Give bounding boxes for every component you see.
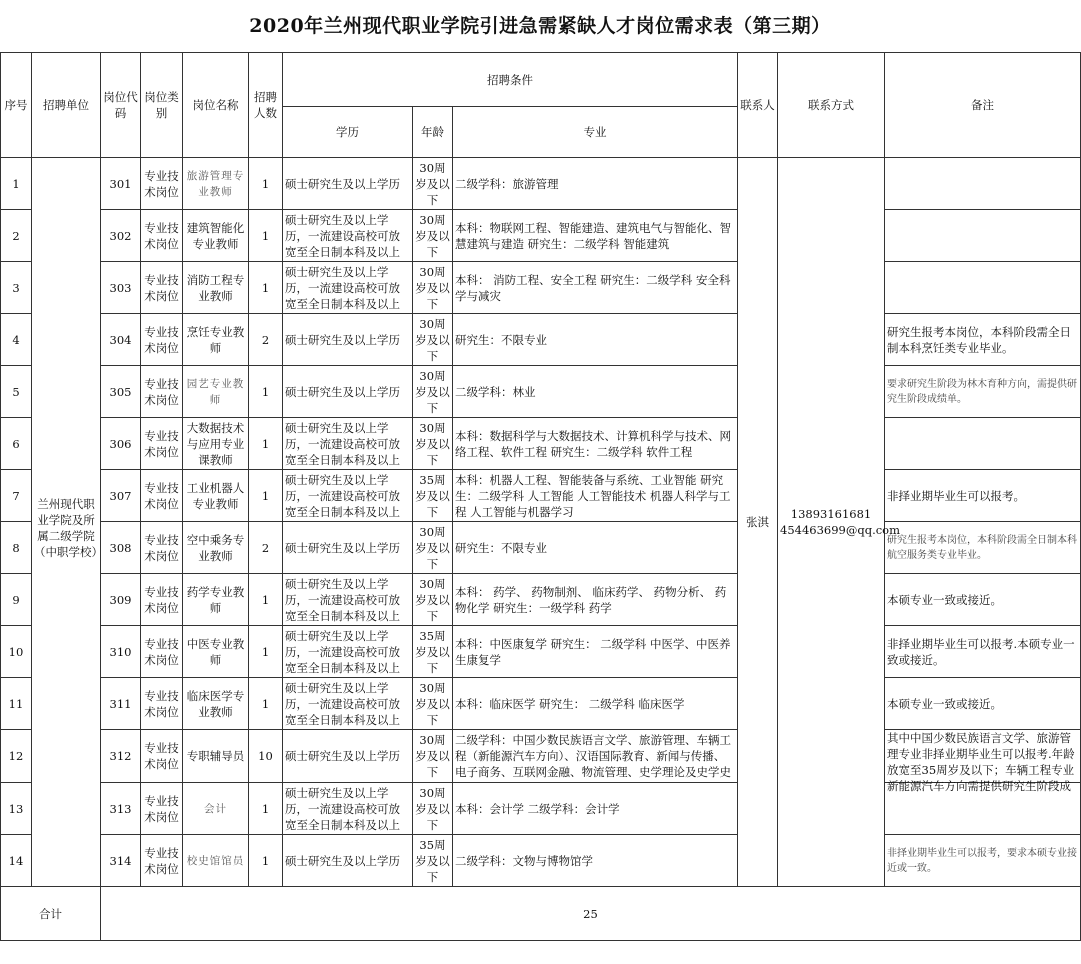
cell-remark-text: 要求研究生阶段为林木育种方向，需提供研究生阶段成绩单。	[887, 378, 1077, 405]
table-row	[1, 574, 1081, 626]
header-age: 年龄	[413, 107, 453, 158]
cell-major	[453, 730, 738, 783]
cell-major-text: 本科：物联网工程、智能建造、建筑电气与智能化、智慧建筑与建造 研究生：二级学科 智能建筑	[455, 220, 731, 251]
cell-seq-text: 1	[12, 176, 20, 191]
cell-seq	[1, 678, 32, 730]
cell-count-text: 1	[261, 176, 270, 191]
cell-category	[141, 210, 183, 262]
cell-education	[283, 783, 413, 835]
cell-count-text: 1	[261, 592, 270, 607]
cell-count-text: 1	[261, 853, 270, 868]
cell-education	[283, 730, 413, 783]
cell-seq	[1, 158, 32, 210]
cell-education	[283, 678, 413, 730]
cell-count-text: 2	[261, 540, 270, 555]
cell-major	[453, 522, 738, 574]
cell-category	[141, 730, 183, 783]
cell-code-text: 311	[109, 696, 132, 711]
cell-remark	[885, 314, 1081, 366]
cell-code-text: 304	[109, 332, 132, 347]
cell-seq-text: 13	[8, 801, 24, 816]
cell-age	[413, 730, 453, 783]
cell-post	[183, 418, 249, 470]
cell-major	[453, 783, 738, 835]
cell-education-text: 硕士研究生及以上学历，一流建设高校可放宽至全日制本科及以上	[285, 212, 400, 259]
cell-education-text: 硕士研究生及以上学历，一流建设高校可放宽至全日制本科及以上	[285, 576, 400, 623]
cell-major	[453, 314, 738, 366]
cell-post-text: 建筑智能化专业教师	[186, 220, 245, 251]
cell-major-text: 本科： 药学、 药物制剂、 临床药学、 药物分析、 药物化学 研究生：一级学科 药学	[455, 584, 727, 615]
header-remarks: 备注	[885, 53, 1081, 158]
cell-code	[101, 626, 141, 678]
cell-age-text: 30周岁及以下	[415, 524, 450, 571]
cell-seq	[1, 574, 32, 626]
cell-post	[183, 678, 249, 730]
table-row	[1, 678, 1081, 730]
cell-category	[141, 678, 183, 730]
cell-category	[141, 783, 183, 835]
total-value: 25	[101, 887, 1081, 941]
cell-remark	[885, 470, 1081, 522]
cell-education	[283, 418, 413, 470]
cell-count	[249, 314, 283, 366]
cell-post-text: 烹饪专业教师	[186, 324, 245, 355]
cell-count	[249, 574, 283, 626]
cell-category-text: 专业技术岗位	[144, 688, 179, 719]
cell-education	[283, 470, 413, 522]
cell-code-text: 310	[109, 644, 132, 659]
cell-category-text: 专业技术岗位	[144, 168, 179, 199]
cell-post-text: 中医专业教师	[186, 636, 245, 667]
cell-remark	[885, 626, 1081, 678]
cell-age	[413, 835, 453, 887]
table-row	[1, 522, 1081, 574]
cell-seq	[1, 366, 32, 418]
table-row	[1, 366, 1081, 418]
cell-category	[141, 366, 183, 418]
cell-post-text: 大数据技术与应用专业课教师	[186, 420, 245, 467]
header-major: 专业	[453, 107, 738, 158]
table-row	[1, 730, 1081, 783]
cell-major-text: 本科：数据科学与大数据技术、计算机科学与技术、网络工程、软件工程 研究生：二级学科 软件工程	[455, 428, 731, 459]
cell-code-text: 313	[109, 801, 132, 816]
cell-age	[413, 314, 453, 366]
cell-major	[453, 835, 738, 887]
cell-seq	[1, 262, 32, 314]
cell-education	[283, 366, 413, 418]
cell-category	[141, 418, 183, 470]
cell-education-text: 硕士研究生及以上学历	[285, 853, 400, 868]
cell-seq	[1, 314, 32, 366]
cell-category	[141, 158, 183, 210]
cell-category-text: 专业技术岗位	[144, 480, 179, 511]
cell-education-text: 硕士研究生及以上学历	[285, 384, 400, 399]
cell-post-text: 园艺专业教师	[186, 377, 245, 406]
cell-education	[283, 626, 413, 678]
cell-age	[413, 158, 453, 210]
cell-major	[453, 418, 738, 470]
cell-age-text: 30周岁及以下	[415, 264, 450, 311]
table-row	[1, 210, 1081, 262]
cell-major-text: 研究生：不限专业	[455, 332, 547, 347]
cell-major-text: 本科：机器人工程、智能装备与系统、工业智能 研究生：二级学科 人工智能 人工智能技术 机器人科学与工程 人工智能与机器学习	[455, 472, 731, 519]
cell-post-text: 旅游管理专业教师	[186, 169, 245, 198]
cell-remark	[885, 835, 1081, 887]
cell-education	[283, 210, 413, 262]
cell-post-text: 空中乘务专业教师	[186, 532, 245, 563]
cell-contact	[738, 158, 778, 887]
recruitment-table	[0, 52, 1081, 941]
cell-category-text: 专业技术岗位	[144, 793, 179, 824]
cell-count	[249, 522, 283, 574]
cell-major-text: 研究生：不限专业	[455, 540, 547, 555]
cell-education-text: 硕士研究生及以上学历，一流建设高校可放宽至全日制本科及以上	[285, 628, 400, 675]
cell-code	[101, 574, 141, 626]
cell-remark-text: 本硕专业一致或接近。	[887, 696, 1002, 711]
cell-remark	[885, 366, 1081, 418]
cell-count-text: 1	[261, 696, 270, 711]
cell-age	[413, 418, 453, 470]
cell-count-text: 1	[261, 228, 270, 243]
cell-seq-text: 8	[12, 540, 20, 555]
contact-phone: 13893161681	[790, 507, 872, 521]
cell-code-text: 309	[109, 592, 132, 607]
cell-count	[249, 783, 283, 835]
cell-remark	[885, 158, 1081, 210]
table-row	[1, 626, 1081, 678]
cell-seq	[1, 522, 32, 574]
cell-category-text: 专业技术岗位	[144, 220, 179, 251]
cell-count-text: 1	[261, 436, 270, 451]
cell-post-text: 校史馆馆员	[186, 854, 245, 867]
document-title: 2020年兰州现代职业学院引进急需紧缺人才岗位需求表（第三期）	[249, 15, 831, 37]
cell-major-text: 本科：会计学 二级学科：会计学	[455, 801, 620, 816]
cell-code-text: 308	[109, 540, 132, 555]
cell-post	[183, 574, 249, 626]
header-education: 学历	[283, 107, 413, 158]
cell-code	[101, 262, 141, 314]
cell-education	[283, 158, 413, 210]
cell-seq-text: 14	[8, 853, 24, 868]
table-row	[1, 158, 1081, 210]
cell-seq-text: 12	[8, 749, 24, 763]
cell-education	[283, 835, 413, 887]
cell-major-text: 本科：临床医学 研究生： 二级学科 临床医学	[455, 696, 685, 711]
cell-contact-info	[778, 158, 900, 887]
cell-remark	[885, 678, 1081, 730]
total-row	[1, 887, 1081, 941]
cell-major-text: 二级学科：文物与博物馆学	[455, 853, 593, 868]
cell-remark-text: 其中中国少数民族语言文学、旅游管理专业非择业期毕业生可以报考.年龄放宽至35周岁及以下；车辆工程专业新能源汽车方向需提供研究生阶段成	[887, 731, 1075, 793]
cell-remark-text: 非择业期毕业生可以报考.本硕专业一致或接近。	[887, 636, 1075, 667]
cell-age-text: 30周岁及以下	[415, 316, 450, 363]
header-seq: 序号	[1, 53, 32, 158]
cell-code	[101, 366, 141, 418]
header-category: 岗位类别	[141, 53, 183, 158]
cell-remark-text: 非择业期毕业生可以报考，要求本硕专业接近或一致。	[887, 847, 1077, 874]
cell-category-text: 专业技术岗位	[144, 845, 179, 876]
cell-count	[249, 835, 283, 887]
cell-category-text: 专业技术岗位	[144, 636, 179, 667]
cell-count	[249, 210, 283, 262]
cell-seq-text: 9	[12, 592, 20, 607]
cell-education	[283, 522, 413, 574]
cell-education-text: 硕士研究生及以上学历	[285, 540, 400, 555]
cell-seq	[1, 835, 32, 887]
cell-education-text: 硕士研究生及以上学历	[285, 176, 400, 191]
cell-code	[101, 730, 141, 783]
cell-seq-text: 7	[12, 488, 20, 503]
cell-education-text: 硕士研究生及以上学历，一流建设高校可放宽至全日制本科及以上	[285, 264, 400, 311]
cell-education	[283, 574, 413, 626]
cell-code	[101, 835, 141, 887]
cell-count-text: 2	[261, 332, 270, 347]
header-conditions: 招聘条件	[283, 53, 738, 107]
cell-category-text: 专业技术岗位	[144, 741, 179, 771]
cell-post	[183, 783, 249, 835]
cell-post	[183, 366, 249, 418]
cell-post	[183, 730, 249, 783]
cell-seq-text: 5	[12, 384, 20, 399]
cell-age	[413, 678, 453, 730]
cell-count-text: 1	[261, 280, 270, 295]
cell-post	[183, 314, 249, 366]
cell-unit	[32, 158, 101, 887]
cell-category	[141, 314, 183, 366]
cell-post	[183, 626, 249, 678]
cell-seq	[1, 783, 32, 835]
cell-major	[453, 158, 738, 210]
cell-category-text: 专业技术岗位	[144, 532, 179, 563]
cell-category-text: 专业技术岗位	[144, 584, 179, 615]
total-label: 合计	[1, 887, 101, 941]
header-code: 岗位代码	[101, 53, 141, 158]
cell-major-text: 本科：中医康复学 研究生： 二级学科 中医学、中医养生康复学	[455, 636, 731, 667]
cell-remark-text: 非择业期毕业生可以报考。	[887, 488, 1025, 503]
cell-code-text: 306	[109, 436, 132, 451]
cell-code	[101, 522, 141, 574]
cell-category	[141, 574, 183, 626]
cell-age	[413, 783, 453, 835]
cell-count	[249, 366, 283, 418]
cell-major	[453, 366, 738, 418]
cell-post	[183, 262, 249, 314]
cell-count-text: 10	[258, 749, 273, 763]
cell-category	[141, 835, 183, 887]
cell-age-text: 30周岁及以下	[415, 420, 450, 467]
cell-remark-text: 本硕专业一致或接近。	[887, 592, 1002, 607]
cell-remark	[885, 418, 1081, 470]
cell-seq	[1, 626, 32, 678]
cell-education-text: 硕士研究生及以上学历	[285, 749, 400, 763]
cell-category-text: 专业技术岗位	[144, 272, 179, 303]
table-row	[1, 262, 1081, 314]
cell-count	[249, 470, 283, 522]
cell-code-text: 301	[109, 176, 132, 191]
table-row	[1, 418, 1081, 470]
cell-post-text: 药学专业教师	[186, 584, 245, 615]
cell-contact-text: 张淇	[746, 515, 769, 529]
cell-seq-text: 2	[12, 228, 20, 243]
header-row-1	[1, 53, 1081, 107]
cell-count-text: 1	[261, 644, 270, 659]
cell-education	[283, 314, 413, 366]
cell-age-text: 30周岁及以下	[415, 212, 450, 259]
cell-remark	[885, 522, 1081, 574]
cell-category	[141, 522, 183, 574]
cell-seq-text: 10	[8, 644, 24, 659]
cell-count	[249, 262, 283, 314]
cell-education-text: 硕士研究生及以上学历，一流建设高校可放宽至全日制本科及以上	[285, 785, 400, 832]
cell-count	[249, 678, 283, 730]
cell-age	[413, 574, 453, 626]
cell-post-text: 消防工程专业教师	[186, 272, 245, 303]
cell-age-text: 30周岁及以下	[415, 368, 450, 415]
cell-age-text: 30周岁及以下	[415, 733, 450, 779]
cell-category	[141, 626, 183, 678]
cell-post-text: 工业机器人专业教师	[186, 480, 245, 511]
cell-code	[101, 158, 141, 210]
cell-category	[141, 470, 183, 522]
cell-education-text: 硕士研究生及以上学历，一流建设高校可放宽至全日制本科及以上	[285, 680, 400, 727]
cell-major-text: 二级学科：中国少数民族语言文学、旅游管理、车辆工程（新能源汽车方向）、汉语国际教育、新闻与传播、电子商务、互联网金融、物流管理、史学理论及史学史	[455, 733, 731, 779]
cell-age	[413, 210, 453, 262]
cell-age-text: 35周岁及以下	[415, 472, 450, 519]
cell-category-text: 专业技术岗位	[144, 324, 179, 355]
table-row	[1, 835, 1081, 887]
cell-category-text: 专业技术岗位	[144, 428, 179, 459]
header-count: 招聘人数	[249, 53, 283, 158]
cell-remark	[885, 730, 1081, 793]
cell-seq-text: 11	[8, 696, 24, 711]
cell-code-text: 305	[109, 384, 132, 399]
cell-major-text: 本科： 消防工程、安全工程 研究生：二级学科 安全科学与减灾	[455, 272, 731, 303]
cell-age-text: 35周岁及以下	[415, 837, 450, 884]
cell-count	[249, 626, 283, 678]
cell-post	[183, 835, 249, 887]
cell-code	[101, 418, 141, 470]
cell-count	[249, 730, 283, 783]
cell-age	[413, 470, 453, 522]
cell-code-text: 302	[109, 228, 132, 243]
header-post: 岗位名称	[183, 53, 249, 158]
cell-count	[249, 158, 283, 210]
cell-remark	[885, 574, 1081, 626]
cell-post	[183, 470, 249, 522]
header-unit: 招聘单位	[32, 53, 101, 158]
header-contact: 联系人	[738, 53, 778, 158]
cell-code-text: 314	[109, 853, 132, 868]
cell-major	[453, 262, 738, 314]
cell-code-text: 303	[109, 280, 132, 295]
cell-age	[413, 366, 453, 418]
cell-age-text: 30周岁及以下	[415, 680, 450, 727]
cell-category-text: 专业技术岗位	[144, 376, 179, 407]
cell-post	[183, 210, 249, 262]
cell-seq	[1, 418, 32, 470]
cell-post	[183, 158, 249, 210]
cell-post	[183, 522, 249, 574]
cell-seq	[1, 210, 32, 262]
cell-seq-text: 3	[12, 280, 20, 295]
cell-major-text: 二级学科：林业	[455, 384, 536, 399]
cell-major	[453, 574, 738, 626]
cell-seq-text: 4	[12, 332, 20, 347]
cell-major	[453, 470, 738, 522]
cell-code	[101, 210, 141, 262]
cell-major	[453, 626, 738, 678]
cell-code-text: 307	[109, 488, 132, 503]
cell-education-text: 硕士研究生及以上学历，一流建设高校可放宽至全日制本科及以上	[285, 420, 400, 467]
cell-code	[101, 783, 141, 835]
cell-age	[413, 262, 453, 314]
cell-category	[141, 262, 183, 314]
cell-major-text: 二级学科：旅游管理	[455, 176, 559, 191]
cell-seq	[1, 730, 32, 783]
header-contact-info: 联系方式	[778, 53, 885, 158]
cell-code	[101, 470, 141, 522]
cell-age-text: 35周岁及以下	[415, 628, 450, 675]
table-row	[1, 314, 1081, 366]
cell-education	[283, 262, 413, 314]
cell-post-text: 会计	[204, 802, 227, 815]
cell-count-text: 1	[261, 384, 270, 399]
cell-age	[413, 522, 453, 574]
cell-count-text: 1	[261, 801, 270, 816]
cell-post-text: 临床医学专业教师	[186, 688, 245, 719]
cell-remark-text: 研究生报考本岗位，本科阶段需全日制本科航空服务类专业毕业。	[887, 534, 1077, 561]
cell-age-text: 30周岁及以下	[415, 160, 450, 207]
cell-major	[453, 678, 738, 730]
cell-code	[101, 678, 141, 730]
cell-education-text: 硕士研究生及以上学历，一流建设高校可放宽至全日制本科及以上	[285, 472, 400, 519]
cell-major	[453, 210, 738, 262]
cell-age-text: 30周岁及以下	[415, 785, 450, 832]
cell-remark	[885, 210, 1081, 262]
cell-code	[101, 314, 141, 366]
cell-age-text: 30周岁及以下	[415, 576, 450, 623]
cell-age	[413, 626, 453, 678]
cell-code-text: 312	[109, 749, 132, 763]
cell-unit-text: 兰州现代职业学院及所属二级学院（中职学校）	[34, 497, 103, 559]
cell-count-text: 1	[261, 488, 270, 503]
cell-remark-text: 研究生报考本岗位，本科阶段需全日制本科烹饪类专业毕业。	[887, 324, 1071, 355]
cell-education-text: 硕士研究生及以上学历	[285, 332, 400, 347]
contact-email: 454463699@qq.com	[780, 523, 900, 537]
table-row	[1, 470, 1081, 522]
cell-remark	[885, 262, 1081, 314]
cell-seq-text: 6	[12, 436, 20, 451]
cell-post-text: 专职辅导员	[186, 749, 245, 763]
cell-seq	[1, 470, 32, 522]
cell-count	[249, 418, 283, 470]
